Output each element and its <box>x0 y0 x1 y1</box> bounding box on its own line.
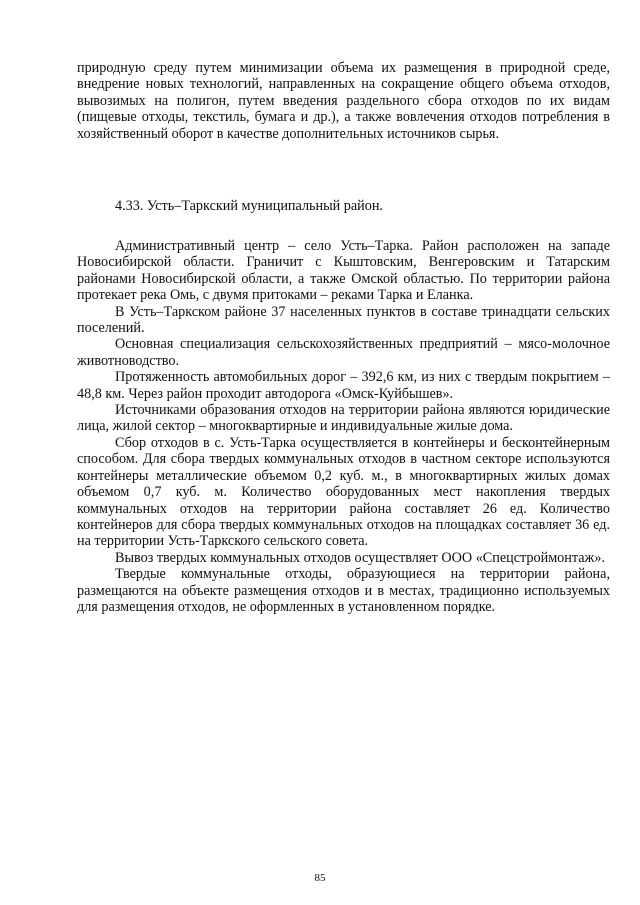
section-body <box>77 238 610 615</box>
page-number: 85 <box>314 872 326 884</box>
paragraph-roads: Протяженность автомобильных дорог – 392,6 км, из них с твердым покрытием – 48,8 км. Через район проходит автодорога «Омск-Куйбышев». <box>77 369 610 402</box>
paragraph-admin-center: Административный центр – село Усть–Тарка. Район расположен на западе Новосибирской области. Граничит с Кыштовским, Венгеровским и Татарским районами Новосибирской области, а также Омской областью. По территории района протекает река Омь, с двумя притоками – реками Тарка и Еланка. <box>77 238 610 304</box>
paragraph-waste-disposal: Твердые коммунальные отходы, образующиеся на территории района, размещаются на объекте размещения отходов и в местах, традиционно используемых для размещения отходов, не оформленных в установленном порядке. <box>77 566 610 615</box>
intro-paragraph: природную среду путем минимизации объема их размещения в природной среде, внедрение новых технологий, направленных на сокращение общего объема отходов, вывозимых на полигон, путем введения раздельного сбора отходов по их видам (пищевые отходы, текстиль, бумага и др.), а также вовлечения отходов потребления в хозяйственный оборот в качестве дополнительных источников сырья. <box>77 60 610 142</box>
paragraph-specialization: Основная специализация сельскохозяйственных предприятий – мясо-молочное животноводство. <box>77 336 610 369</box>
paragraph-waste-removal: Вывоз твердых коммунальных отходов осуществляет ООО «Спецстроймонтаж». <box>115 549 605 566</box>
paragraph-waste-sources: Источниками образования отходов на территории района являются юридические лица, жилой сектор – многоквартирные и индивидуальные жилые дома. <box>77 402 610 435</box>
intro-text-block <box>77 60 610 142</box>
paragraph-settlements: В Усть–Таркском районе 37 населенных пунктов в составе тринадцати сельских поселений. <box>77 303 610 337</box>
section-heading: 4.33. Усть–Таркский муниципальный район. <box>115 198 383 214</box>
paragraph-waste-collection: Сбор отходов в с. Усть-Тарка осуществляется в контейнеры и бесконтейнерным способом. Для сбора твердых коммунальных отходов в частном секторе используются контейнеры металлические объемом 0,2 куб. м., в многоквартирных жилых домах объемом 0,7 куб. м. Количество оборудованных мест накопления твердых коммунальных отходов на территории района составляет 26 ед. Количество контейнеров для сбора твердых коммунальных отходов на площадках составляет 36 ед. на территории Усть-Таркского сельского совета. <box>77 434 610 550</box>
